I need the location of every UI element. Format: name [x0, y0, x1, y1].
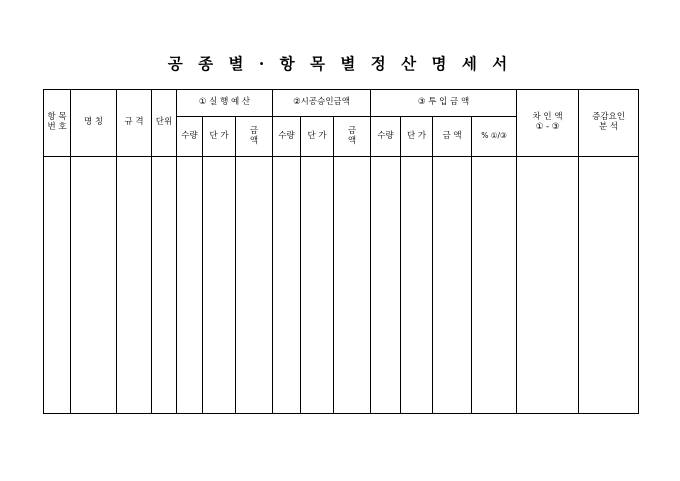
input-unit-price-header: 단 가	[401, 117, 433, 157]
difference-header: 차 인 액 ① - ③	[517, 90, 579, 157]
spec-cell[interactable]	[117, 157, 152, 414]
change-reason-header: 증감요인 분 석	[579, 90, 639, 157]
settlement-table	[43, 89, 639, 414]
approved-amount-header: ②시공승인금액	[273, 90, 371, 117]
input-unit-price-cell[interactable]	[401, 157, 433, 414]
approval-qty-cell[interactable]	[273, 157, 301, 414]
budget-unit-price-cell[interactable]	[203, 157, 236, 414]
budget-amount-cell[interactable]	[236, 157, 273, 414]
execution-budget-header: ① 실 행 예 산	[177, 90, 273, 117]
budget-qty-header: 수량	[177, 117, 203, 157]
approval-qty-header: 수량	[273, 117, 301, 157]
header-row-1	[44, 90, 639, 117]
approval-unit-price-header: 단 가	[301, 117, 334, 157]
document-title: 공 종 별 · 항 목 별 정 산 명 세 서	[167, 54, 513, 73]
name-cell[interactable]	[71, 157, 117, 414]
input-qty-cell[interactable]	[371, 157, 401, 414]
name-header: 명 칭	[71, 90, 117, 157]
approval-unit-price-cell[interactable]	[301, 157, 334, 414]
budget-unit-price-header: 단 가	[203, 117, 236, 157]
budget-amount-header: 금 액	[236, 117, 273, 157]
input-amount-cell[interactable]	[433, 157, 472, 414]
spec-header: 규 격	[117, 90, 152, 157]
change-reason-cell[interactable]	[579, 157, 639, 414]
item-number-header: 항 목 번 호	[44, 90, 71, 157]
input-percent-header: % ①/③	[472, 117, 517, 157]
input-percent-cell[interactable]	[472, 157, 517, 414]
input-qty-header: 수량	[371, 117, 401, 157]
budget-qty-cell[interactable]	[177, 157, 203, 414]
item-number-cell[interactable]	[44, 157, 71, 414]
difference-cell[interactable]	[517, 157, 579, 414]
input-amount-header: ③ 투 입 금 액	[371, 90, 517, 117]
unit-cell[interactable]	[152, 157, 177, 414]
approval-amount-cell[interactable]	[334, 157, 371, 414]
unit-header: 단위	[152, 90, 177, 157]
input-amount-subheader: 금 액	[433, 117, 472, 157]
approval-amount-header: 금 액	[334, 117, 371, 157]
table-row	[44, 157, 639, 414]
